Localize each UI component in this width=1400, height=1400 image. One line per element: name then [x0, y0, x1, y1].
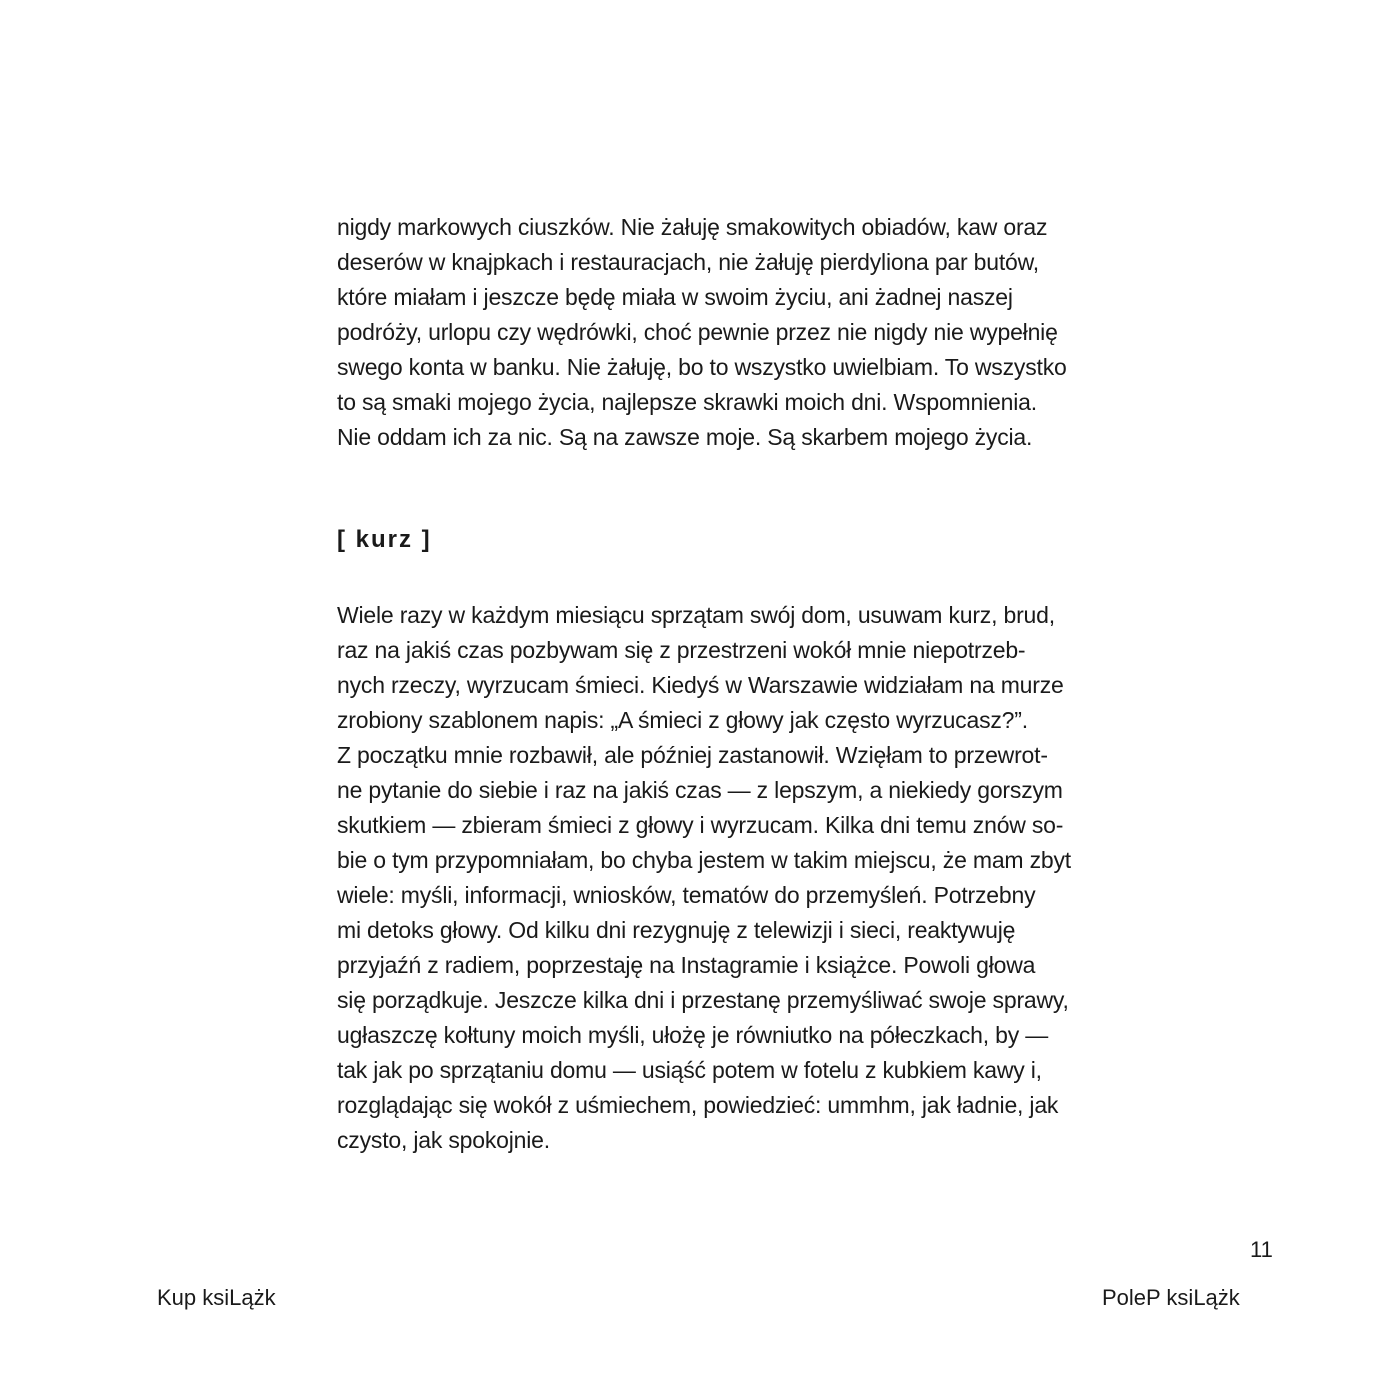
- section-heading: [ kurz ]: [337, 526, 432, 553]
- text-line: ne pytanie do siebie i raz na jakiś czas — z lepszym, a niekiedy gorszym: [337, 777, 1063, 803]
- text-line: Z początku mnie rozbawił, ale później zastanowił. Wzięłam to przewrot-: [337, 742, 1048, 768]
- text-line: raz na jakiś czas pozbywam się z przestrzeni wokół mnie niepotrzeb-: [337, 637, 1026, 663]
- text-line: Nie oddam ich za nic. Są na zawsze moje. Są skarbem mojego życia.: [337, 424, 1033, 450]
- text-line: bie o tym przypomniałam, bo chyba jestem w takim miejscu, że mam zbyt: [337, 847, 1071, 873]
- text-line: które miałam i jeszcze będę miała w swoim życiu, ani żadnej naszej: [337, 284, 1013, 310]
- text-line: zrobiony szablonem napis: „A śmieci z głowy jak często wyrzucasz?”.: [337, 707, 1028, 733]
- recommend-book-link[interactable]: [1102, 1285, 1240, 1311]
- text-line: nigdy markowych ciuszków. Nie żałuję smakowitych obiadów, kaw oraz: [337, 214, 1048, 240]
- text-line: deserów w knajpkach i restauracjach, nie żałuję pierdyliona par butów,: [337, 249, 1039, 275]
- footer-right-label: PoleP ksi: [1102, 1285, 1194, 1310]
- text-line: tak jak po sprzątaniu domu — usiąść potem w fotelu z kubkiem kawy i,: [337, 1057, 1042, 1083]
- text-line: nych rzeczy, wyrzucam śmieci. Kiedyś w Warszawie widziałam na murze: [337, 672, 1064, 698]
- footer-left-label: Kup ksi: [157, 1285, 230, 1310]
- footer-right-garbled: Lążk: [1193, 1285, 1240, 1310]
- text-line: podróży, urlopu czy wędrówki, choć pewnie przez nie nigdy nie wypełnię: [337, 319, 1058, 345]
- text-line: skutkiem — zbieram śmieci z głowy i wyrzucam. Kilka dni temu znów so-: [337, 812, 1064, 838]
- footer-left-garbled: Lążk: [229, 1285, 276, 1310]
- text-line: wiele: myśli, informacji, wniosków, tematów do przemyśleń. Potrzebny: [337, 882, 1036, 908]
- text-line: rozglądając się wokół z uśmiechem, powiedzieć: ummhm, jak ładnie, jak: [337, 1092, 1059, 1118]
- text-line: przyjaźń z radiem, poprzestaję na Instagramie i książce. Powoli głowa: [337, 952, 1036, 978]
- buy-book-link[interactable]: [157, 1285, 276, 1311]
- text-line: Wiele razy w każdym miesiącu sprzątam swój dom, usuwam kurz, brud,: [337, 602, 1055, 628]
- text-line: mi detoks głowy. Od kilku dni rezygnuję z telewizji i sieci, reaktywuję: [337, 917, 1016, 943]
- text-line: swego konta w banku. Nie żałuję, bo to wszystko uwielbiam. To wszystko: [337, 354, 1067, 380]
- text-line: ugłaszczę kołtuny moich myśli, ułożę je równiutko na półeczkach, by —: [337, 1022, 1049, 1048]
- text-line: to są smaki mojego życia, najlepsze skrawki moich dni. Wspomnienia.: [337, 389, 1037, 415]
- text-line: się porządkuje. Jeszcze kilka dni i przestanę przemyśliwać swoje sprawy,: [337, 987, 1069, 1013]
- page-number: 11: [1250, 1237, 1273, 1262]
- text-line: czysto, jak spokojnie.: [337, 1127, 550, 1153]
